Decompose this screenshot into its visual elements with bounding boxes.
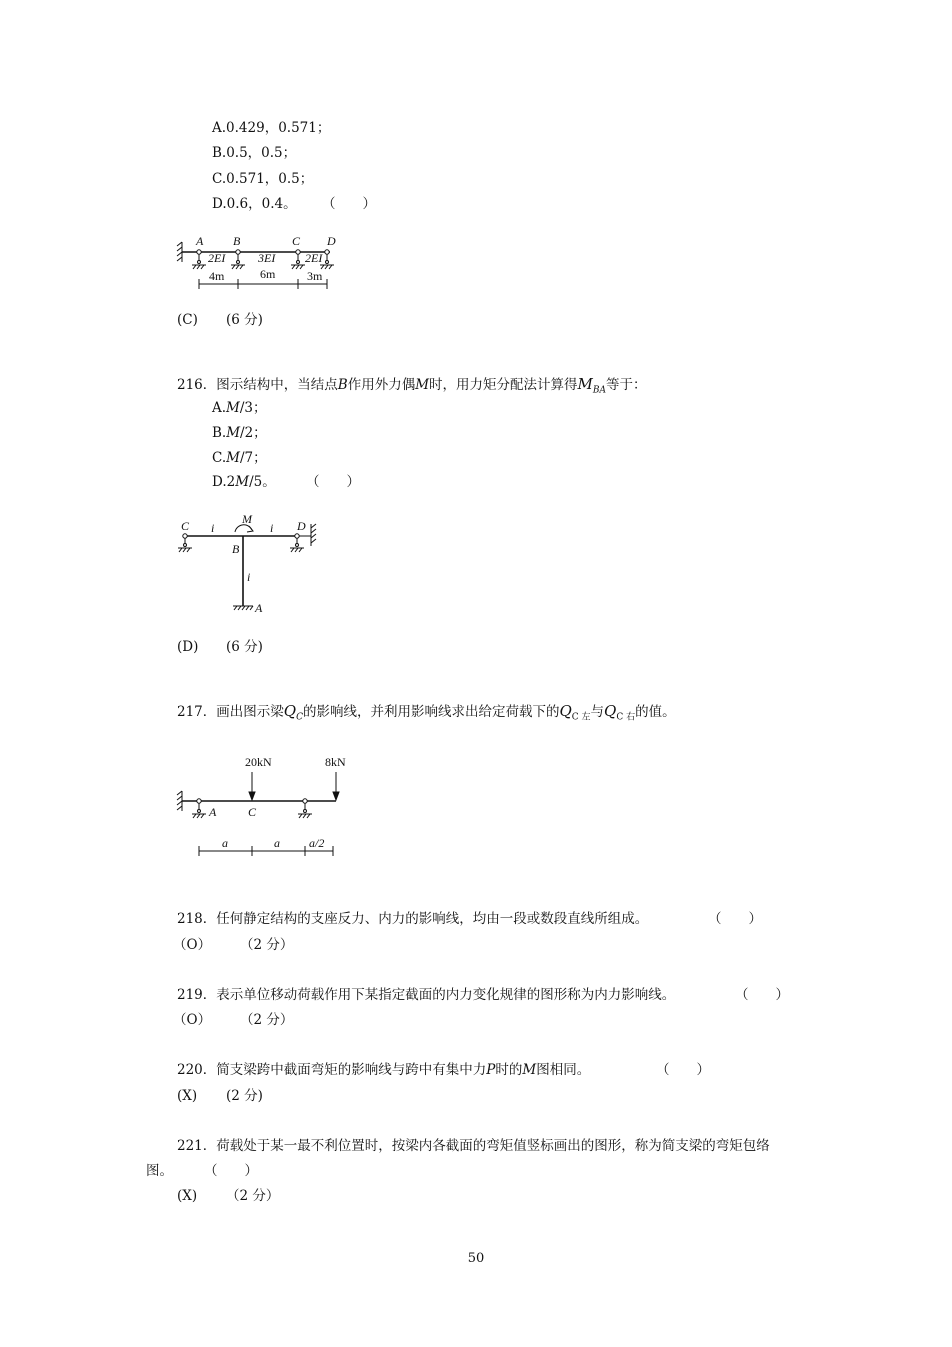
q217-load-20kn: 20kN [245, 755, 272, 769]
q215-score: (6 分) [226, 312, 263, 328]
q217-q-c-left: Q [559, 702, 572, 720]
q219-score: （2 分） [240, 1012, 294, 1028]
page-number: 50 [467, 1251, 485, 1266]
q215-node-b: B [233, 234, 241, 248]
q216-text-3: 时，用力矩分配法计算得 [429, 377, 578, 393]
q216-option-d: D.2M/5。 [212, 474, 276, 490]
q216-node-d: D [297, 519, 306, 533]
q216-frame-figure [175, 510, 335, 622]
q221-score: （2 分） [226, 1188, 280, 1204]
q215-span-bc: 6m [260, 267, 276, 281]
q215-node-a: A [196, 234, 204, 248]
q216-answer: (D) [177, 639, 199, 655]
q219-answer: （O） [173, 1012, 212, 1028]
q217-q-c: Q [283, 702, 297, 720]
q216-answer-blank: （ ） [306, 474, 360, 490]
q218-answer: （O） [173, 937, 212, 953]
q217-dim-a1: a [222, 836, 228, 850]
q215-option-b: B.0.5，0.5； [212, 145, 297, 161]
q216-text-2: 作用外力偶 [347, 377, 416, 393]
q216-text-4: 等于： [606, 377, 647, 393]
q219-answer-blank: （ ） [735, 987, 789, 1003]
q215-node-c: C [292, 234, 301, 248]
q221-answer-blank: （ ） [204, 1163, 258, 1179]
q215-span-cd: 3m [307, 269, 323, 283]
q215-answer-blank: （ ） [322, 196, 376, 212]
q216-moment-label: M [242, 512, 252, 526]
q216-m-ba-subscript: BA [592, 385, 607, 396]
q215-node-d: D [327, 234, 336, 248]
q215-beam-figure [175, 232, 355, 294]
q215-option-c: C.0.571，0.5； [212, 171, 314, 187]
q215-answer: (C) [177, 312, 198, 328]
q217-node-c: C [248, 805, 257, 819]
q216-node-c: C [181, 519, 190, 533]
q216-option-c: C.M/7； [212, 450, 267, 466]
q218-answer-blank: （ ） [708, 911, 762, 927]
q220-question: 220．简支梁跨中截面弯矩的影响线与跨中有集中力P时的M图相同。 [177, 1062, 591, 1078]
q219-question: 219．表示单位移动荷载作用下某指定截面的内力变化规律的图形称为内力影响线。 [177, 987, 676, 1003]
q217-load-8kn: 8kN [325, 755, 346, 769]
q215-option-d: D.0.6，0.4。 [212, 196, 297, 212]
q216-node-b: B [232, 542, 240, 556]
q216-score: (6 分) [226, 639, 263, 655]
q218-question: 218．任何静定结构的支座反力、内力的影响线，均由一段或数段直线所组成。 [177, 911, 649, 927]
q221-answer: (X) [177, 1188, 198, 1204]
q216-var-b: B [337, 377, 348, 393]
q215-stiffness-cd: 2EI [305, 251, 323, 265]
q216-stiffness-ba: i [247, 570, 251, 584]
q218-score: （2 分） [240, 937, 294, 953]
q216-var-m: M [415, 377, 430, 393]
q217-dim-a2: a [274, 836, 280, 850]
q216-m-ba: M [577, 375, 593, 393]
q216-question [177, 375, 647, 400]
q216-node-a: A [255, 601, 263, 615]
q216-option-a: A.M/3； [212, 400, 267, 416]
q215-option-a: A.0.429，0.571； [212, 120, 331, 136]
q216-option-b: B.M/2； [212, 425, 267, 441]
q216-stiffness-cb: i [211, 521, 215, 535]
q220-answer: (X) [177, 1088, 198, 1104]
q217-q-c-right: Q [604, 702, 617, 720]
q216-moment-arrowhead [247, 526, 253, 532]
q217-beam-figure [175, 754, 360, 858]
q215-stiffness-bc: 3EI [258, 251, 276, 265]
q215-stiffness-ab: 2EI [208, 251, 226, 265]
q221-question-line-1: 221．荷载处于某一最不利位置时，按梁内各截面的弯矩值竖标画出的图形，称为简支梁的弯矩包络 [177, 1138, 770, 1154]
q221-question-line-2: 图。 [146, 1163, 173, 1179]
q217-question: 217．画出图示梁$Q_C$的影响线，并利用影响线求出给定荷载下的$Q_{C 左}$与$Q_{C 右}$的值。 [177, 702, 676, 723]
q217-node-a: A [209, 805, 217, 819]
q220-answer-blank: （ ） [656, 1062, 710, 1078]
q216-stiffness-bd: i [270, 521, 274, 535]
q216-text-1: 216．图示结构中，当结点 [177, 377, 338, 393]
q220-score: (2 分) [226, 1088, 263, 1104]
q215-span-ab: 4m [209, 269, 225, 283]
q217-dim-a-half: a/2 [309, 836, 325, 850]
